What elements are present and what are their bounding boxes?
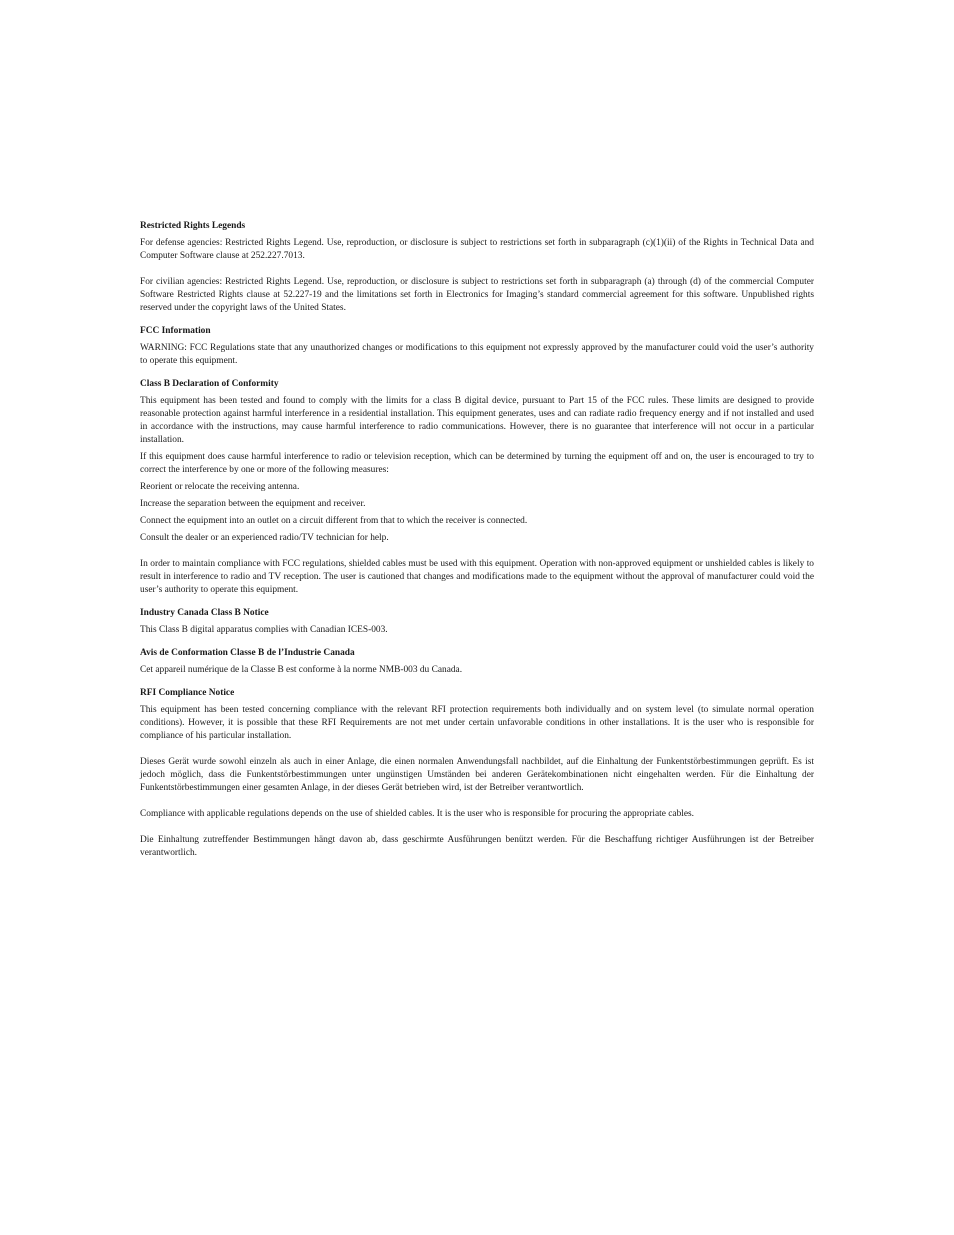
paragraph: WARNING: FCC Regulations state that any unauthorized changes or modifications to this equipment not expressly approved by the manufacturer could void the user’s authority to operate this equipment. xyxy=(140,343,814,366)
paragraph: This equipment has been tested concerning compliance with the relevant RFI protection requirements both individually and on system level (to simulate normal operation conditions). However, it is possible that these RFI Requirements are not met under certain unfavorable conditions in other installations. It is the user who is responsible for compliance of his particular installation. xyxy=(140,705,814,741)
section-heading: Industry Canada Class B Notice xyxy=(140,608,269,618)
measure-item: Connect the equipment into an outlet on a circuit different from that to which the receiver is connected. xyxy=(140,516,528,526)
measure-item: Consult the dealer or an experienced radio/TV technician for help. xyxy=(140,533,389,543)
section-heading: FCC Information xyxy=(140,326,211,336)
paragraph: For defense agencies: Restricted Rights Legend. Use, reproduction, or disclosure is subject to restrictions set forth in subparagraph (c)(1)(ii) of the Rights in Technical Data and Computer Software clause at 252.227.7013. xyxy=(140,238,814,261)
section-restricted-rights xyxy=(140,220,814,315)
section-industry-canada xyxy=(140,607,814,637)
paragraph: Compliance with applicable regulations depends on the use of shielded cables. It is the user who is responsible for procuring the appropriate cables. xyxy=(140,809,695,819)
measure-item: Increase the separation between the equipment and receiver. xyxy=(140,499,366,509)
paragraph: If this equipment does cause harmful interference to radio or television reception, which can be determined by turning the equipment off and on, the user is encouraged to try to correct the interference by one or more of the following measures: xyxy=(140,452,814,475)
paragraph: For civilian agencies: Restricted Rights Legend. Use, reproduction, or disclosure is subject to restrictions set forth in subparagraph (a) through (d) of the commercial Computer Software Restricted Rights clause at 52.227-19 and the limitations set forth in Electronics for Imaging’s standard commercial agreement for this software. Unpublished rights reserved under the copyright laws of the United States. xyxy=(140,277,814,313)
paragraph: Dieses Gerät wurde sowohl einzeln als auch in einer Anlage, die einen normalen Anwendungsfall nachbildet, auf die Einhaltung der Funkentstörbestimmungen geprüft. Es ist jedoch möglich, dass die Funkentstörbestimmungen unter ungünstigen Umständen bei anderen Gerätekombinationen nicht eingehalten werden. Für die Einhaltung der Funkentstörbestimmungen einer gesamten Anlage, in der dieses Gerät betrieben wird, ist der Betreiber verantwortlich. xyxy=(140,757,814,793)
paragraph: Cet appareil numérique de la Classe B est conforme à la norme NMB-003 du Canada. xyxy=(140,665,463,675)
paragraph: Die Einhaltung zutreffender Bestimmungen hängt davon ab, dass geschirmte Ausführungen benützt werden. Für die Beschaffung richtiger Ausführungen ist der Betreiber verantwortlich. xyxy=(140,835,814,858)
document-page xyxy=(140,220,814,864)
section-heading: Avis de Conformation Classe B de l’Industrie Canada xyxy=(140,648,355,658)
section-heading: Class B Declaration of Conformity xyxy=(140,379,279,389)
section-fcc-information xyxy=(140,325,814,368)
section-rfi-compliance xyxy=(140,687,814,860)
paragraph: This equipment has been tested and found to comply with the limits for a class B digital device, pursuant to Part 15 of the FCC rules. These limits are designed to provide reasonable protection against harmful interference in a residential installation. This equipment generates, uses and can radiate radio frequency energy and if not installed and used in accordance with the instructions, may cause harmful interference to radio communications. However, there is no guarantee that interference will not occur in a particular installation. xyxy=(140,396,814,445)
section-avis-conformation xyxy=(140,647,814,677)
section-heading: RFI Compliance Notice xyxy=(140,688,235,698)
paragraph: In order to maintain compliance with FCC regulations, shielded cables must be used with this equipment. Operation with non-approved equipment or unshielded cables is likely to result in interference to radio and TV reception. The user is cautioned that changes and modifications made to the equipment without the approval of manufacturer could void the user’s authority to operate this equipment. xyxy=(140,559,814,595)
section-heading: Restricted Rights Legends xyxy=(140,221,246,231)
section-class-b-declaration xyxy=(140,378,814,597)
paragraph: This Class B digital apparatus complies with Canadian ICES-003. xyxy=(140,625,388,635)
measure-item: Reorient or relocate the receiving antenna. xyxy=(140,482,300,492)
